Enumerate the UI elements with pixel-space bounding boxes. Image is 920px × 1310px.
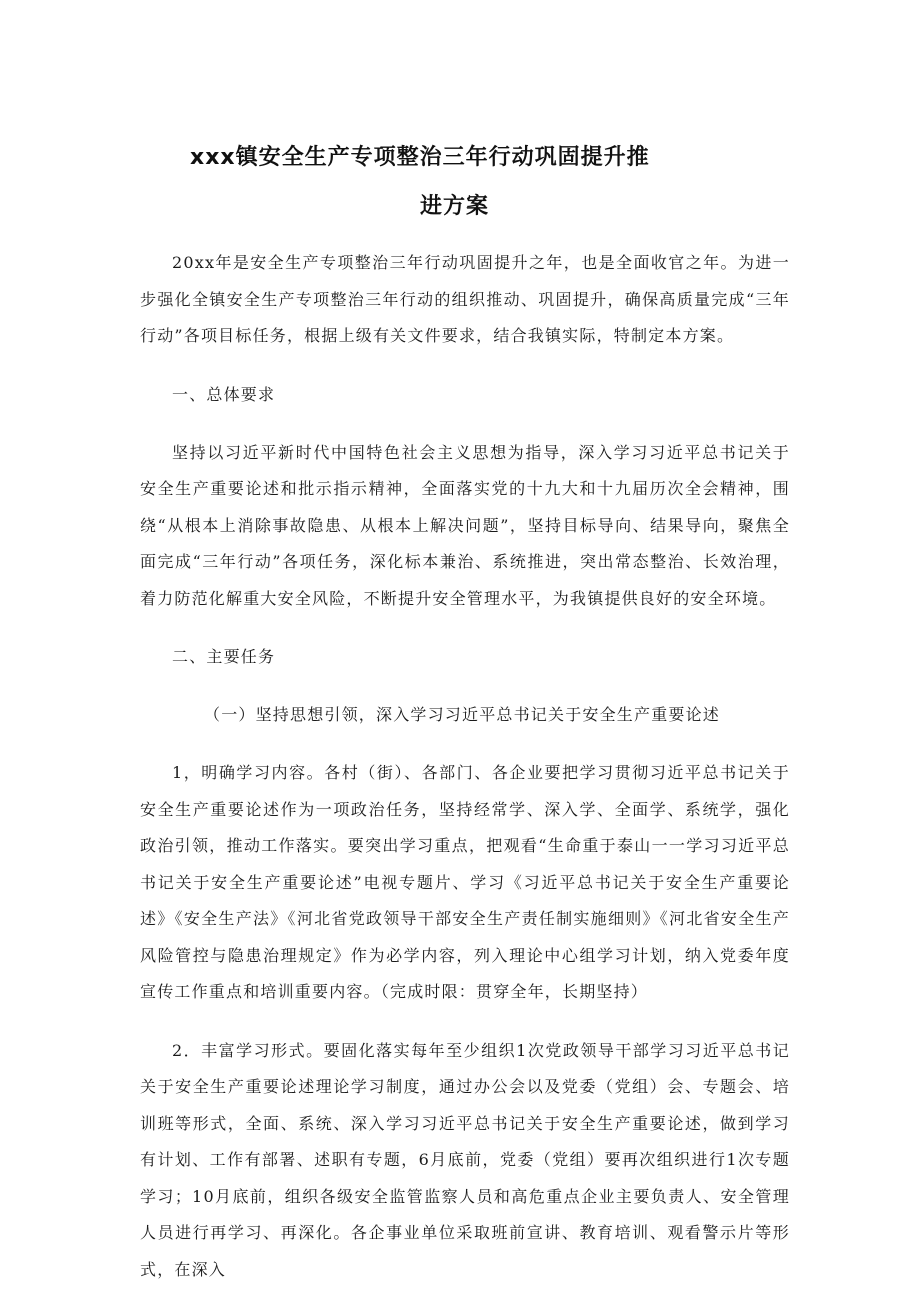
intro-paragraph: 20xx年是安全生产专项整治三年行动巩固提升之年，也是全面收官之年。为进一步强化全镇安全生产专项整治三年行动的组织推动、巩固提升，确保高质量完成“三年行动”各项目标任务，根据上级有关文件要求，结合我镇实际，特制定本方案。 (140, 253, 790, 345)
document-title-line-2: 进方案 (420, 194, 490, 219)
section-heading-general-requirements: 一、总体要求 (172, 384, 276, 404)
task-item-1-paragraph: 1，明确学习内容。各村（街）、各部门、各企业要把学习贯彻习近平总书记关于安全生产重要论述作为一项政治任务，坚持经常学、深入学、全面学、系统学，强化政治引领，推动工作落实。要突出学习重点，把观看“生命重于泰山一一学习习近平总书记关于安全生产重要论述”电视专题片、学习《习近平总书记关于安全生产重要论述》《安全生产法》《河北省党政领导干部安全生产责任制实施细则》《河北省安全生产风险管控与隐患治理规定》作为必学内容，列入理论中心组学习计划，纳入党委年度宣传工作重点和培训重要内容。（完成时限：贯穿全年，长期坚持） (140, 763, 790, 1001)
section-heading-main-tasks: 二、主要任务 (172, 647, 276, 666)
document-body (140, 245, 790, 1310)
document-title-line-1: xxx镇安全生产专项整治三年行动巩固提升推 (190, 145, 650, 170)
task-item-2-paragraph: 2．丰富学习形式。要固化落实每年至少组织1次党政领导干部学习习近平总书记关于安全生产重要论述理论学习制度，通过办公会以及党委（党组）会、专题会、培训班等形式，全面、系统、深入学习习近平总书记关于安全生产重要论述，做到学习有计划、工作有部署、述职有专题，6月底前，党委（党组）要再次组织进行1次专题学习；10月底前，组织各级安全监管监察人员和高危重点企业主要负责人、安全管理人员进行再学习、再深化。各企事业单位采取班前宣讲、教育培训、观看警示片等形式，在深入 (140, 1040, 790, 1279)
general-requirements-paragraph: 坚持以习近平新时代中国特色社会主义思想为指导，深入学习习近平总书记关于安全生产重要论述和批示指示精神，全面落实党的十九大和十九届历次全会精神，围绕“从根本上消除事故隐患、从根本上解决问题”，坚持目标导向、结果导向，聚焦全面完成“三年行动”各项任务，深化标本兼治、系统推进，突出常态整治、长效治理，着力防范化解重大安全风险，不断提升安全管理水平，为我镇提供良好的安全环境。 (140, 442, 790, 608)
subsection-heading-ideological-guidance: （一）坚持思想引领，深入学习习近平总书记关于安全生产重要论述 (204, 705, 721, 724)
